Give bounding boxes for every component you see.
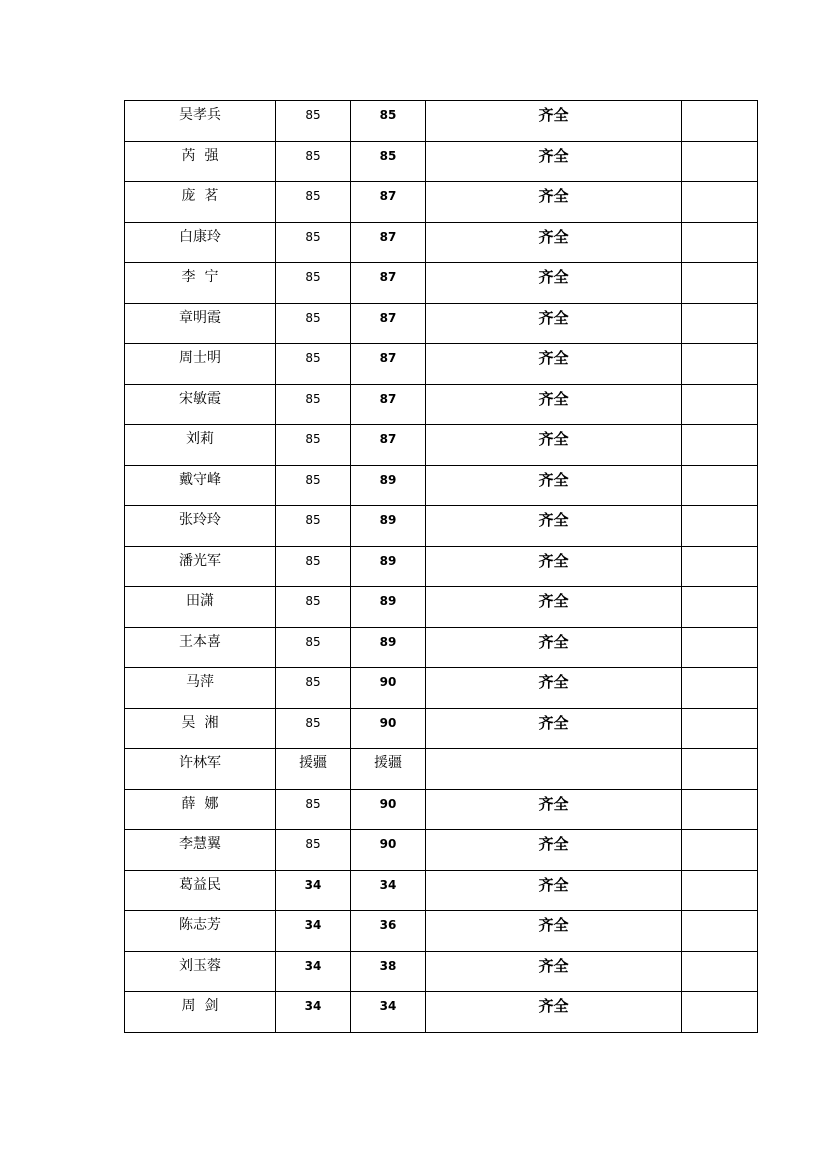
score-b-cell: 85 (351, 141, 426, 182)
table-row (125, 911, 758, 952)
score-a-cell: 85 (276, 789, 351, 830)
note-cell (682, 870, 758, 911)
score-b-cell: 89 (351, 465, 426, 506)
score-a-cell: 85 (276, 546, 351, 587)
status-cell: 齐全 (426, 992, 682, 1033)
note-cell (682, 992, 758, 1033)
table-row (125, 830, 758, 871)
table-row (125, 465, 758, 506)
table-row (125, 627, 758, 668)
note-cell (682, 587, 758, 628)
note-cell (682, 303, 758, 344)
table-row (125, 789, 758, 830)
status-cell: 齐全 (426, 303, 682, 344)
name-cell: 芮 强 (125, 141, 276, 182)
table-row (125, 101, 758, 142)
table-row (125, 506, 758, 547)
note-cell (682, 749, 758, 790)
score-a-cell: 85 (276, 263, 351, 304)
status-cell: 齐全 (426, 263, 682, 304)
status-cell: 齐全 (426, 870, 682, 911)
status-cell: 齐全 (426, 101, 682, 142)
note-cell (682, 506, 758, 547)
table-row (125, 546, 758, 587)
status-cell: 齐全 (426, 425, 682, 466)
status-cell: 齐全 (426, 546, 682, 587)
score-b-cell: 87 (351, 425, 426, 466)
note-cell (682, 425, 758, 466)
name-cell: 刘玉蓉 (125, 951, 276, 992)
name-cell: 潘光军 (125, 546, 276, 587)
records-table-body (125, 101, 758, 1033)
note-cell (682, 222, 758, 263)
note-cell (682, 384, 758, 425)
score-b-cell: 87 (351, 182, 426, 223)
table-row (125, 587, 758, 628)
status-cell: 齐全 (426, 222, 682, 263)
status-cell: 齐全 (426, 182, 682, 223)
status-cell: 齐全 (426, 465, 682, 506)
score-a-cell: 34 (276, 951, 351, 992)
name-cell: 马萍 (125, 668, 276, 709)
note-cell (682, 101, 758, 142)
table-row (125, 425, 758, 466)
status-cell: 齐全 (426, 627, 682, 668)
status-cell: 齐全 (426, 344, 682, 385)
table-row (125, 992, 758, 1033)
table-row (125, 870, 758, 911)
score-b-cell: 85 (351, 101, 426, 142)
name-cell: 周 剑 (125, 992, 276, 1033)
score-a-cell: 34 (276, 870, 351, 911)
table-row (125, 141, 758, 182)
status-cell: 齐全 (426, 951, 682, 992)
score-a-cell: 85 (276, 506, 351, 547)
score-a-cell: 85 (276, 708, 351, 749)
status-cell: 齐全 (426, 789, 682, 830)
records-table (124, 100, 758, 1033)
name-cell: 许林军 (125, 749, 276, 790)
score-b-cell: 87 (351, 303, 426, 344)
score-b-cell: 38 (351, 951, 426, 992)
score-b-cell: 34 (351, 870, 426, 911)
score-b-cell: 36 (351, 911, 426, 952)
score-b-cell: 87 (351, 263, 426, 304)
table-row (125, 303, 758, 344)
status-cell: 齐全 (426, 587, 682, 628)
table-row (125, 182, 758, 223)
name-cell: 李慧翼 (125, 830, 276, 871)
status-cell: 齐全 (426, 668, 682, 709)
name-cell: 葛益民 (125, 870, 276, 911)
status-cell: 齐全 (426, 911, 682, 952)
score-b-cell: 89 (351, 546, 426, 587)
score-a-cell: 85 (276, 627, 351, 668)
name-cell: 刘莉 (125, 425, 276, 466)
name-cell: 庞 茗 (125, 182, 276, 223)
note-cell (682, 708, 758, 749)
name-cell: 王本喜 (125, 627, 276, 668)
score-a-cell: 85 (276, 830, 351, 871)
score-b-cell: 90 (351, 830, 426, 871)
score-a-cell: 85 (276, 384, 351, 425)
name-cell: 周士明 (125, 344, 276, 385)
score-b-cell: 87 (351, 344, 426, 385)
status-cell (426, 749, 682, 790)
table-row (125, 263, 758, 304)
score-a-cell: 85 (276, 141, 351, 182)
name-cell: 陈志芳 (125, 911, 276, 952)
score-b-cell: 90 (351, 789, 426, 830)
note-cell (682, 911, 758, 952)
table-row (125, 668, 758, 709)
score-b-cell: 34 (351, 992, 426, 1033)
note-cell (682, 263, 758, 304)
score-b-cell: 87 (351, 222, 426, 263)
score-a-cell: 85 (276, 182, 351, 223)
table-row (125, 344, 758, 385)
name-cell: 宋敏霞 (125, 384, 276, 425)
name-cell: 白康玲 (125, 222, 276, 263)
score-a-cell: 85 (276, 668, 351, 709)
score-b-cell: 90 (351, 668, 426, 709)
name-cell: 张玲玲 (125, 506, 276, 547)
status-cell: 齐全 (426, 141, 682, 182)
name-cell: 李 宁 (125, 263, 276, 304)
score-a-cell: 85 (276, 344, 351, 385)
score-a-cell: 85 (276, 101, 351, 142)
name-cell: 吴 湘 (125, 708, 276, 749)
note-cell (682, 546, 758, 587)
table-row (125, 384, 758, 425)
score-b-cell: 90 (351, 708, 426, 749)
name-cell: 薛 娜 (125, 789, 276, 830)
table-row (125, 222, 758, 263)
status-cell: 齐全 (426, 830, 682, 871)
note-cell (682, 627, 758, 668)
score-b-cell: 89 (351, 627, 426, 668)
score-a-cell: 援疆 (276, 749, 351, 790)
table-row (125, 951, 758, 992)
score-a-cell: 85 (276, 222, 351, 263)
score-b-cell: 89 (351, 506, 426, 547)
note-cell (682, 951, 758, 992)
status-cell: 齐全 (426, 506, 682, 547)
score-a-cell: 85 (276, 303, 351, 344)
score-b-cell: 89 (351, 587, 426, 628)
note-cell (682, 465, 758, 506)
note-cell (682, 141, 758, 182)
score-b-cell: 援疆 (351, 749, 426, 790)
table-row (125, 708, 758, 749)
name-cell: 田潇 (125, 587, 276, 628)
status-cell: 齐全 (426, 384, 682, 425)
table-row (125, 749, 758, 790)
score-a-cell: 85 (276, 425, 351, 466)
score-a-cell: 85 (276, 587, 351, 628)
score-a-cell: 34 (276, 911, 351, 952)
score-a-cell: 34 (276, 992, 351, 1033)
name-cell: 吴孝兵 (125, 101, 276, 142)
name-cell: 章明霞 (125, 303, 276, 344)
note-cell (682, 789, 758, 830)
note-cell (682, 344, 758, 385)
score-a-cell: 85 (276, 465, 351, 506)
score-b-cell: 87 (351, 384, 426, 425)
status-cell: 齐全 (426, 708, 682, 749)
note-cell (682, 668, 758, 709)
name-cell: 戴守峰 (125, 465, 276, 506)
note-cell (682, 830, 758, 871)
note-cell (682, 182, 758, 223)
